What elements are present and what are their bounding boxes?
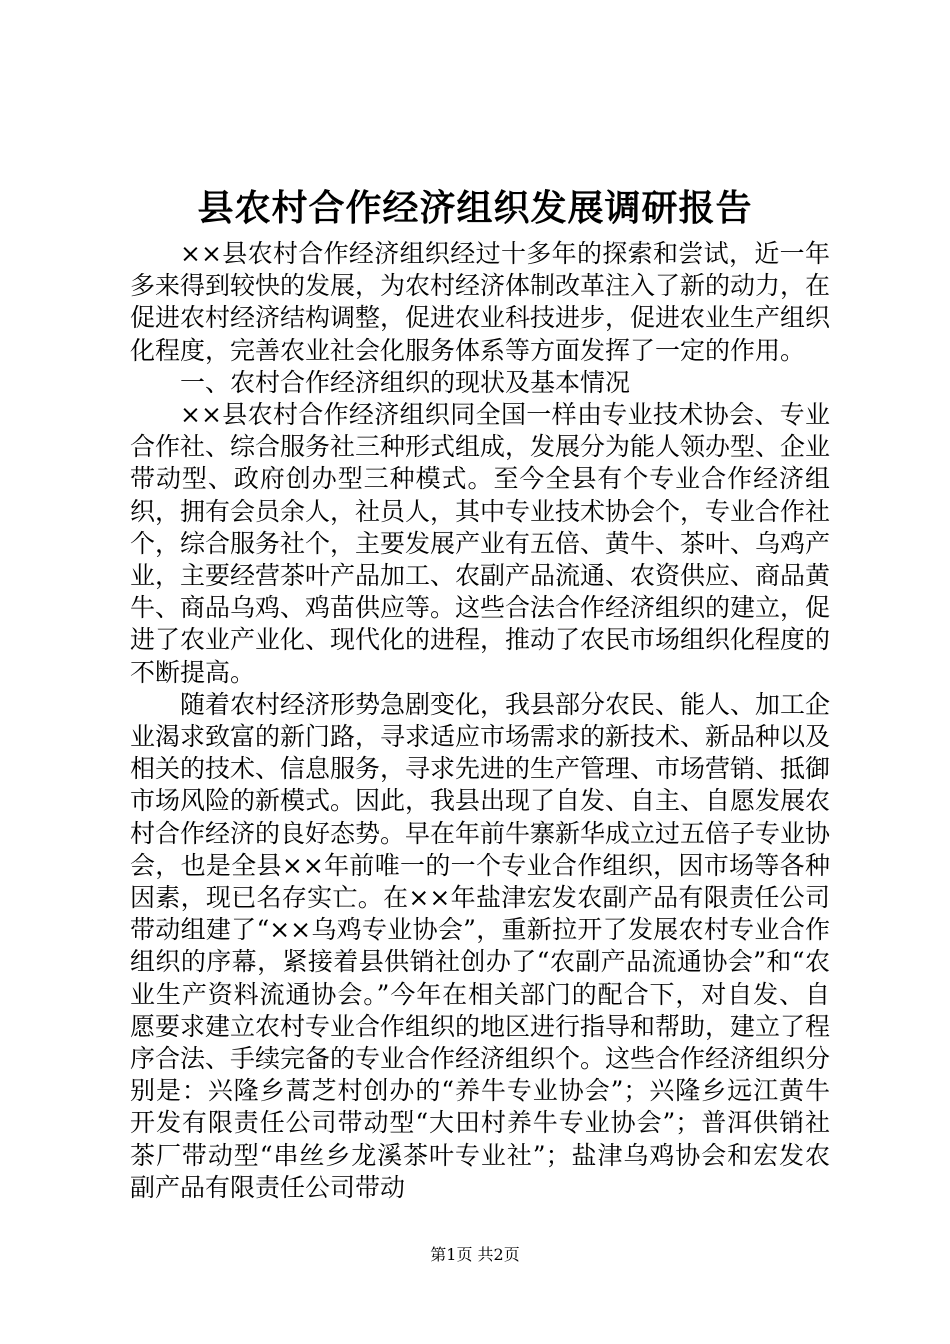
- paragraph-development: 随着农村经济形势急剧变化，我县部分农民、能人、加工企业渴求致富的新门路，寻求适应市场需求的新技术、新品种以及相关的技术、信息服务，寻求先进的生产管理、市场营销、抵御市场风险的新模式。因此，我县出现了自发、自主、自愿发展农村合作经济的良好态势。早在年前牛寨新华成立过五倍子专业协会，也是全县××年前唯一的一个专业合作组织，因市场等各种因素，现已名存实亡。在××年盐津宏发农副产品有限责任公司带动组建了“××乌鸡专业协会”，重新拉开了发展农村专业合作组织的序幕，紧接着县供销社创办了“农副产品流通协会”和“农业生产资料流通协会。”今年在相关部门的配合下，对自发、自愿要求建立农村专业合作组织的地区进行指导和帮助，建立了程序合法、手续完备的专业合作经济组织个。这些合作经济组织分别是：兴隆乡蒿芝村创办的“养牛专业协会”；兴隆乡远江黄牛开发有限责任公司带动型“大田村养牛专业协会”；普洱供销社茶厂带动型“串丝乡龙溪茶叶专业社”；盐津乌鸡协会和宏发农副产品有限责任公司带动: [130, 689, 831, 1202]
- paragraph-status: ××县农村合作经济组织同全国一样由专业技术协会、专业合作社、综合服务社三种形式组成，发展分为能人领办型、企业带动型、政府创办型三种模式。至今全县有个专业合作经济组织，拥有会员余人，社员人，其中专业技术协会个，专业合作社个，综合服务社个，主要发展产业有五倍、黄牛、茶叶、乌鸡产业，主要经营茶叶产品加工、农副产品流通、农资供应、商品黄牛、商品乌鸡、鸡苗供应等。这些合法合作经济组织的建立，促进了农业产业化、现代化的进程，推动了农民市场组织化程度的不断提高。: [130, 400, 831, 687]
- document-body: [130, 238, 830, 1204]
- section-heading: 一、农村合作经济组织的现状及基本情况: [180, 367, 631, 397]
- page-footer: 第1页 共2页: [430, 1245, 520, 1264]
- document-title: 县农村合作经济组织发展调研报告: [197, 187, 753, 229]
- paragraph-intro: ××县农村合作经济组织经过十多年的探索和尝试，近一年多来得到较快的发展，为农村经济体制改革注入了新的动力，在促进农村经济结构调整，促进农业科技进步，促进农业生产组织化程度，完善农业社会化服务体系等方面发挥了一定的作用。: [130, 239, 831, 365]
